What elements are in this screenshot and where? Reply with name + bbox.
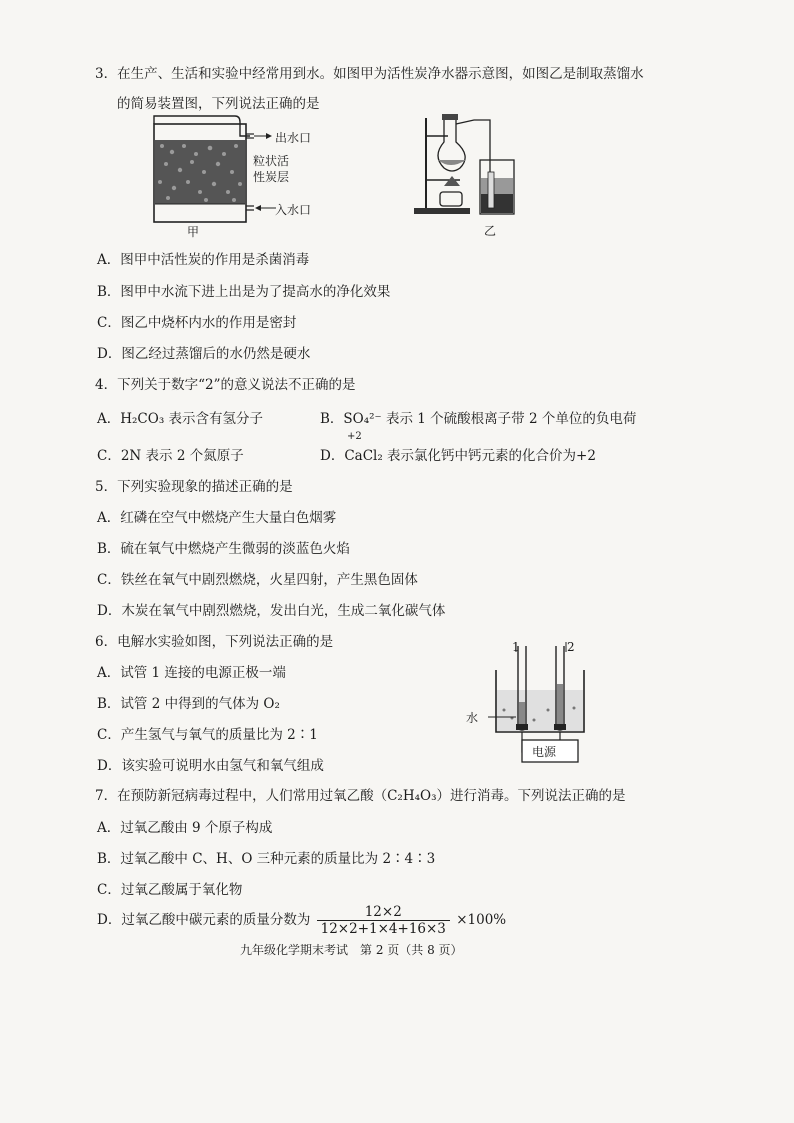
- q6-option-a[interactable]: A．试管 1 连接的电源正极一端: [97, 665, 286, 681]
- q4-valence-mark: +2: [347, 431, 362, 442]
- alcohol-lamp: [440, 192, 462, 206]
- electrolysis-figure: [476, 640, 596, 790]
- q4-stem: 4．下列关于数字“2”的意义说法不正确的是: [95, 377, 356, 393]
- q3-option-c[interactable]: C．图乙中烧杯内水的作用是密封: [97, 315, 297, 331]
- alcohol-lamp-flame: [444, 176, 460, 186]
- test-tube: [488, 172, 494, 208]
- distillation-figure: [412, 112, 522, 222]
- stand-base: [414, 208, 470, 214]
- q3-option-d[interactable]: D．图乙经过蒸馏后的水仍然是硬水: [97, 346, 311, 362]
- q7-stem: 7．在预防新冠病毒过程中，人们常用过氧乙酸（C₂H₄O₃）进行消毒。下列说法正确的是: [95, 788, 626, 804]
- label-carbon-line2: 性炭层: [253, 170, 290, 184]
- q5-option-d[interactable]: D．木炭在氧气中剧烈燃烧，发出白光，生成二氧化碳气体: [97, 603, 446, 619]
- fraction-numerator: 12×2: [317, 904, 450, 921]
- q4-option-c[interactable]: C．2N 表示 2 个氮原子: [97, 448, 244, 464]
- condenser-tube: [456, 120, 490, 172]
- fraction-denominator: 12×2+1×4+16×3: [320, 921, 446, 937]
- fig-yi-label: 乙: [484, 224, 497, 238]
- q7-option-b[interactable]: B．过氧乙酸中 C、H、O 三种元素的质量比为 2∶4∶3: [97, 851, 436, 867]
- page-footer: 九年级化学期末考试 第 2 页（共 8 页）: [240, 943, 463, 957]
- label-tube-1: 1: [512, 640, 520, 654]
- label-tube-2: 2: [567, 640, 575, 654]
- q7-option-d-prefix: D．过氧乙酸中碳元素的质量分数为: [97, 912, 311, 928]
- q6-option-c[interactable]: C．产生氢气与氧气的质量比为 2∶1: [97, 727, 318, 743]
- label-power: 电源: [532, 745, 557, 759]
- q5-option-c[interactable]: C．铁丝在氧气中剧烈燃烧，火星四射，产生黑色固体: [97, 572, 418, 588]
- q3-option-a[interactable]: A．图甲中活性炭的作用是杀菌消毒: [97, 252, 310, 268]
- q4-option-d[interactable]: D．CaCl₂ 表示氯化钙中钙元素的化合价为+2: [320, 448, 596, 464]
- label-inlet: 入水口: [275, 203, 312, 217]
- label-water: 水: [466, 711, 479, 725]
- q5-option-b[interactable]: B．硫在氧气中燃烧产生微弱的淡蓝色火焰: [97, 541, 350, 557]
- q7-option-a[interactable]: A．过氧乙酸由 9 个原子构成: [97, 820, 273, 836]
- q6-option-b[interactable]: B．试管 2 中得到的气体为 O₂: [97, 696, 280, 712]
- q7-option-d[interactable]: [97, 904, 506, 937]
- fig-jia-label: 甲: [187, 225, 200, 239]
- q6-stem: 6．电解水实验如图，下列说法正确的是: [95, 634, 334, 650]
- q4-option-a[interactable]: A．H₂CO₃ 表示含有氢分子: [97, 411, 264, 427]
- q7-option-d-suffix: ×100%: [456, 912, 507, 928]
- q6-option-d[interactable]: D．该实验可说明水由氢气和氧气组成: [97, 758, 324, 774]
- q5-stem: 5．下列实验现象的描述正确的是: [95, 479, 293, 495]
- q3-option-b[interactable]: B．图甲中水流下进上出是为了提高水的净化效果: [97, 284, 391, 300]
- label-carbon-line1: 粒状活: [253, 154, 290, 168]
- mass-fraction: [317, 904, 450, 937]
- label-outlet: 出水口: [275, 131, 312, 145]
- q7-option-c[interactable]: C．过氧乙酸属于氧化物: [97, 882, 243, 898]
- q3-stem-line1: 3．在生产、生活和实验中经常用到水。如图甲为活性炭净水器示意图，如图乙是制取蒸馏水: [95, 66, 644, 82]
- q3-stem-line2: 的简易装置图，下列说法正确的是: [117, 96, 320, 112]
- q5-option-a[interactable]: A．红磷在空气中燃烧产生大量白色烟雾: [97, 510, 337, 526]
- q4-option-b[interactable]: B．SO₄²⁻ 表示 1 个硫酸根离子带 2 个单位的负电荷: [320, 411, 637, 427]
